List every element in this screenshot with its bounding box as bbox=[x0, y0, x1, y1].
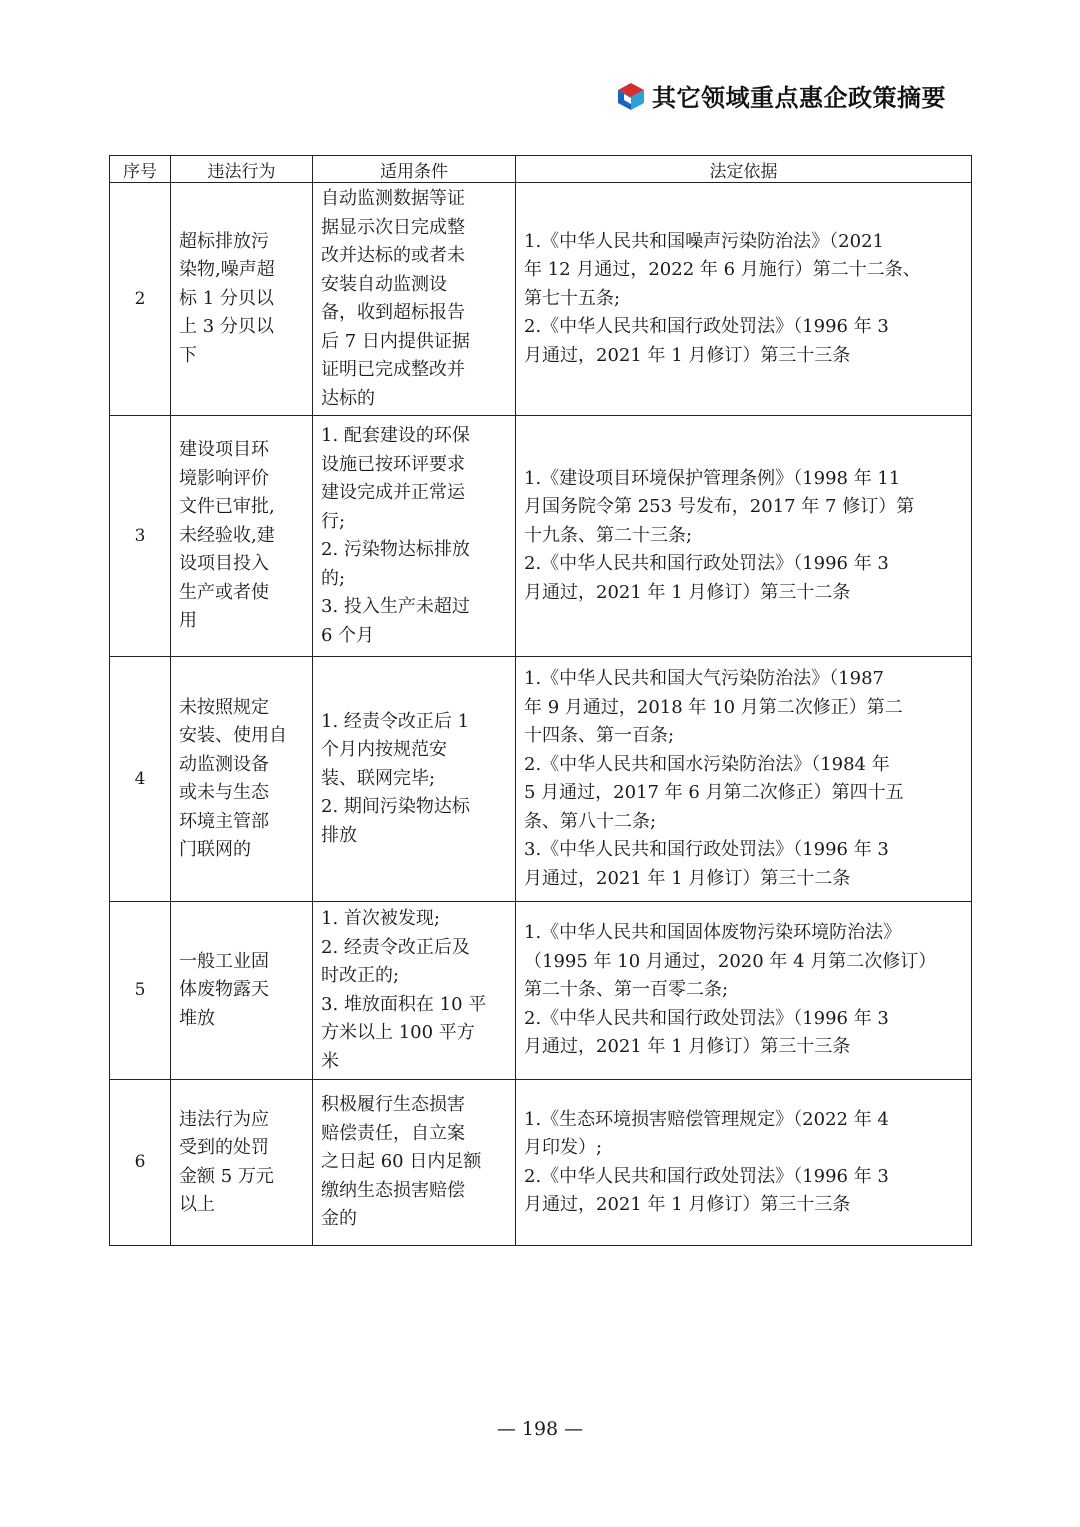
row-conditions-line: 3. 投入生产未超过 bbox=[321, 596, 470, 617]
row-behavior-line: 标 1 分贝以 bbox=[179, 287, 274, 309]
row-conditions-line: 1. 配套建设的环保 bbox=[321, 425, 470, 446]
row-basis-line: 第七十五条; bbox=[524, 287, 621, 309]
row-behavior-line: 未经验收,建 bbox=[179, 524, 275, 546]
row-conditions bbox=[313, 657, 516, 902]
page-number: — 198 — bbox=[496, 1418, 584, 1440]
row-basis-line: 1.《中华人民共和国固体废物污染环境防治法》 bbox=[524, 922, 902, 944]
row-behavior bbox=[171, 416, 313, 657]
row-conditions-line: 2. 期间污染物达标 bbox=[321, 796, 470, 818]
row-conditions-line: 自动监测数据等证 bbox=[321, 188, 465, 209]
row-basis-line: 3.《中华人民共和国行政处罚法》（1996 年 3 bbox=[524, 839, 889, 860]
row-basis-line: 月通过，2021 年 1 月修订）第三十三条 bbox=[524, 1036, 851, 1058]
row-basis-line: 十九条、第二十三条; bbox=[524, 524, 693, 546]
row-number: 2 bbox=[110, 183, 171, 416]
row-basis-line: 1.《建设项目环境保护管理条例》（1998 年 11 bbox=[524, 467, 901, 489]
row-basis-line: 月国务院令第 253 号发布，2017 年 7 修订）第 bbox=[524, 496, 915, 518]
row-basis bbox=[516, 416, 972, 657]
row-basis-line: 2.《中华人民共和国行政处罚法》（1996 年 3 bbox=[524, 553, 889, 575]
row-conditions bbox=[313, 183, 516, 416]
row-basis-line: 年 9 月通过，2018 年 10 月第二次修正）第二 bbox=[524, 696, 903, 718]
row-behavior bbox=[171, 657, 313, 902]
row-conditions bbox=[313, 1080, 516, 1246]
row-behavior-line: 以上 bbox=[179, 1194, 215, 1215]
row-behavior-line: 一般工业固 bbox=[179, 950, 269, 972]
row-basis-line: 5 月通过，2017 年 6 月第二次修正）第四十五 bbox=[524, 782, 904, 803]
header-title: 其它领域重点惠企政策摘要 bbox=[652, 84, 946, 112]
row-conditions-line: 达标的 bbox=[321, 387, 375, 409]
row-number: 6 bbox=[110, 1080, 171, 1246]
table-header-row bbox=[110, 156, 972, 183]
row-basis-line: （1995 年 10 月通过，2020 年 4 月第二次修订） bbox=[524, 950, 937, 972]
row-conditions-line: 2. 经责令改正后及 bbox=[321, 936, 470, 958]
row-basis-line: 2.《中华人民共和国行政处罚法》（1996 年 3 bbox=[524, 316, 889, 338]
row-number: 4 bbox=[110, 657, 171, 902]
page-header bbox=[616, 78, 946, 113]
row-basis bbox=[516, 1080, 972, 1246]
row-conditions bbox=[313, 902, 516, 1080]
row-conditions-line: 据显示次日完成整 bbox=[321, 216, 465, 238]
row-conditions-line: 赔偿责任，自立案 bbox=[321, 1122, 465, 1144]
row-behavior-line: 金额 5 万元 bbox=[179, 1165, 274, 1187]
row-conditions-line: 2. 污染物达标排放 bbox=[321, 539, 470, 560]
row-behavior-line: 堆放 bbox=[179, 1007, 215, 1029]
row-basis bbox=[516, 902, 972, 1080]
row-behavior-line: 设项目投入 bbox=[179, 553, 269, 575]
row-behavior bbox=[171, 183, 313, 416]
row-conditions-line: 6 个月 bbox=[321, 624, 375, 646]
row-conditions-line: 积极履行生态损害 bbox=[321, 1094, 465, 1116]
row-behavior bbox=[171, 902, 313, 1080]
row-basis-line: 2.《中华人民共和国行政处罚法》（1996 年 3 bbox=[524, 1007, 889, 1029]
row-conditions-line: 改并达标的或者未 bbox=[321, 245, 465, 266]
row-conditions-line: 米 bbox=[321, 1050, 339, 1072]
row-behavior-line: 生产或者使 bbox=[179, 581, 269, 603]
row-behavior-line: 境影响评价 bbox=[179, 467, 269, 489]
row-conditions bbox=[313, 416, 516, 657]
row-conditions-line: 的; bbox=[321, 567, 346, 589]
column-header-conditions: 适用条件 bbox=[313, 156, 516, 183]
table-body bbox=[110, 183, 972, 1246]
row-behavior-line: 或未与生态 bbox=[179, 782, 269, 803]
row-conditions-line: 证明已完成整改并 bbox=[321, 359, 465, 380]
row-behavior-line: 体废物露天 bbox=[179, 979, 269, 1001]
row-basis bbox=[516, 183, 972, 416]
row-basis bbox=[516, 657, 972, 902]
row-basis-line: 1.《中华人民共和国大气污染防治法》（1987 bbox=[524, 668, 884, 689]
column-header-basis: 法定依据 bbox=[516, 156, 972, 183]
row-conditions-line: 个月内按规范安 bbox=[321, 739, 447, 761]
row-conditions-line: 建设完成并正常运 bbox=[321, 482, 465, 503]
row-behavior-line: 违法行为应 bbox=[179, 1108, 269, 1130]
row-behavior-line: 受到的处罚 bbox=[179, 1137, 269, 1158]
row-behavior-line: 下 bbox=[179, 344, 197, 366]
row-basis-line: 2.《中华人民共和国行政处罚法》（1996 年 3 bbox=[524, 1165, 889, 1187]
row-conditions-line: 时改正的; bbox=[321, 965, 400, 986]
row-conditions-line: 1. 首次被发现; bbox=[321, 908, 440, 929]
row-basis-line: 第二十条、第一百零二条; bbox=[524, 979, 729, 1001]
row-basis-line: 月印发）; bbox=[524, 1137, 603, 1158]
column-header-no: 序号 bbox=[110, 156, 171, 183]
row-basis-line: 十四条、第一百条; bbox=[524, 725, 675, 746]
row-conditions-line: 备，收到超标报告 bbox=[321, 302, 465, 323]
row-behavior-line: 门联网的 bbox=[179, 839, 251, 860]
table-row bbox=[110, 657, 972, 902]
row-conditions-line: 装、联网完毕; bbox=[321, 767, 436, 789]
table-row bbox=[110, 416, 972, 657]
row-conditions-line: 排放 bbox=[321, 824, 357, 846]
row-behavior-line: 环境主管部 bbox=[179, 810, 269, 832]
row-conditions-line: 安装自动监测设 bbox=[321, 273, 447, 295]
table-row bbox=[110, 1080, 972, 1246]
row-behavior-line: 文件已审批, bbox=[179, 496, 275, 518]
row-behavior-line: 上 3 分贝以 bbox=[179, 316, 274, 338]
row-basis-line: 月通过，2021 年 1 月修订）第三十二条 bbox=[524, 581, 851, 603]
column-header-behavior: 违法行为 bbox=[171, 156, 313, 183]
row-conditions-line: 后 7 日内提供证据 bbox=[321, 330, 470, 352]
row-basis-line: 2.《中华人民共和国水污染防治法》（1984 年 bbox=[524, 753, 890, 775]
row-behavior-line: 超标排放污 bbox=[179, 230, 269, 252]
row-basis-line: 月通过，2021 年 1 月修订）第三十三条 bbox=[524, 1194, 851, 1215]
row-basis-line: 月通过，2021 年 1 月修订）第三十二条 bbox=[524, 867, 851, 889]
table-row bbox=[110, 183, 972, 416]
row-basis-line: 月通过，2021 年 1 月修订）第三十三条 bbox=[524, 344, 851, 366]
row-conditions-line: 之日起 60 日内足额 bbox=[321, 1151, 482, 1173]
row-basis-line: 1.《中华人民共和国噪声污染防治法》（2021 bbox=[524, 230, 884, 252]
row-behavior-line: 未按照规定 bbox=[179, 696, 269, 718]
row-behavior bbox=[171, 1080, 313, 1246]
table-row bbox=[110, 902, 972, 1080]
row-conditions-line: 3. 堆放面积在 10 平 bbox=[321, 993, 487, 1015]
row-behavior-line: 动监测设备 bbox=[179, 753, 269, 775]
row-conditions-line: 设施已按环评要求 bbox=[321, 453, 465, 475]
row-conditions-line: 行; bbox=[321, 510, 346, 532]
tricolor-cube-logo-icon bbox=[616, 81, 646, 111]
policy-table bbox=[109, 155, 972, 1246]
row-conditions-line: 金的 bbox=[321, 1208, 357, 1230]
row-conditions-line: 缴纳生态损害赔偿 bbox=[321, 1179, 465, 1201]
row-basis-line: 1.《生态环境损害赔偿管理规定》（2022 年 4 bbox=[524, 1108, 889, 1130]
row-behavior-line: 染物,噪声超 bbox=[179, 259, 275, 281]
row-behavior-line: 安装、使用自 bbox=[179, 725, 287, 746]
row-basis-line: 条、第八十二条; bbox=[524, 810, 657, 832]
row-number: 3 bbox=[110, 416, 171, 657]
row-number: 5 bbox=[110, 902, 171, 1080]
row-conditions-line: 1. 经责令改正后 1 bbox=[321, 710, 470, 732]
row-behavior-line: 用 bbox=[179, 610, 197, 632]
row-conditions-line: 方米以上 100 平方 bbox=[321, 1022, 475, 1043]
row-behavior-line: 建设项目环 bbox=[179, 439, 269, 461]
row-basis-line: 年 12 月通过，2022 年 6 月施行）第二十二条、 bbox=[524, 259, 921, 281]
